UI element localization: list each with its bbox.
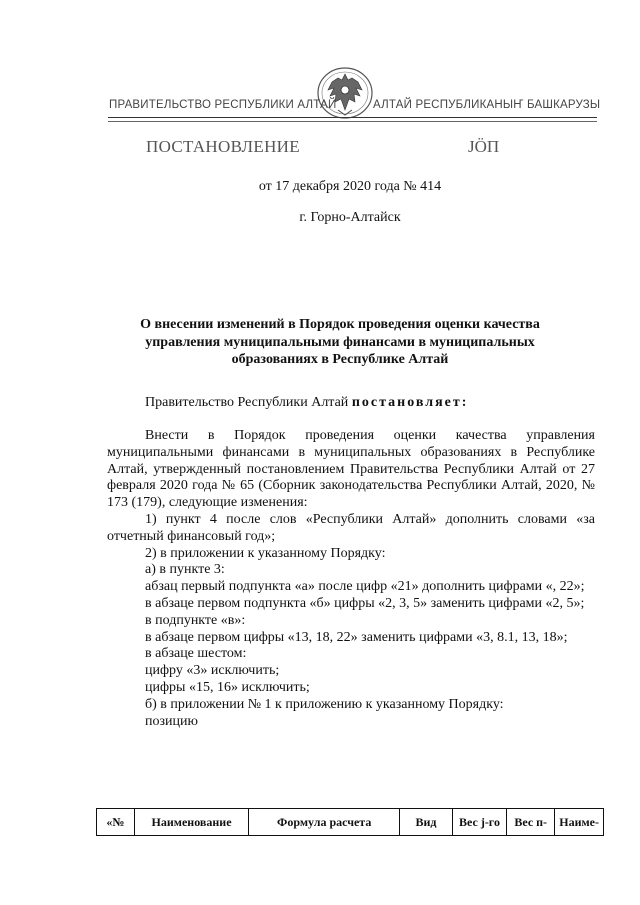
title-line: образованиях в Республике Алтай <box>231 352 449 367</box>
document-city: г. Горно-Алтайск <box>299 210 401 225</box>
document-title <box>118 316 562 369</box>
org-name-russian: ПРАВИТЕЛЬСТВО РЕСПУБЛИКИ АЛТАЙ <box>109 99 337 111</box>
coat-of-arms-icon <box>316 66 374 120</box>
decree-statement <box>145 395 468 411</box>
doc-type-russian: ПОСТАНОВЛЕНИЕ <box>146 137 300 156</box>
document-body <box>107 428 595 730</box>
body-paragraph: абзац первый подпункта «а» после цифр «21» дополнить цифрами «, 22»; <box>145 579 585 595</box>
body-item-2: 2) в приложении к указанному Порядку: <box>145 545 386 561</box>
body-paragraph: в абзаце шестом: <box>145 646 247 662</box>
table-header-row <box>97 809 604 836</box>
body-paragraph: цифры «15, 16» исключить; <box>145 679 310 695</box>
table-header-cell: Вид <box>400 809 453 836</box>
body-item-2a: а) в пункте 3: <box>145 562 225 578</box>
title-line: О внесении изменений в Порядок проведения оценки качества <box>140 317 540 332</box>
header-rule-thick <box>108 117 597 118</box>
decree-keyword: постановляет: <box>351 395 469 410</box>
table-header-cell: Наименование <box>134 809 249 836</box>
body-item-1: 1) пункт 4 после слов «Республики Алтай» дополнить словами «за отчетный финансовый год»; <box>107 511 595 544</box>
document-date: от 17 декабря 2020 года № 414 <box>258 179 442 194</box>
table-header-cell: «№ <box>97 809 135 836</box>
body-paragraph: позицию <box>145 713 198 729</box>
body-intro: Внести в Порядок проведения оценки качества управления муниципальными финансами в муниципальных образованиях в Республике Алтай, утвержденный постановлением Правительства Республики Алтай от 27 февраля 2020 года № 65 (Сборник законодательства Республики Алтай, 2020, № 173 (179), следующие изменения: <box>107 428 595 511</box>
positions-table <box>96 808 604 836</box>
decree-prefix: Правительство Республики Алтай <box>145 395 349 410</box>
table-header-cell: Формула расчета <box>249 809 400 836</box>
table-header-cell: Вес п- <box>507 809 555 836</box>
doc-type-altai: ЈӦП <box>468 137 500 156</box>
table-header-cell: Вес j-го <box>452 809 506 836</box>
body-item-2b: б) в приложении № 1 к приложению к указанному Порядку: <box>145 696 504 712</box>
body-paragraph: в абзаце первом подпункта «б» цифры «2, 3, 5» заменить цифрами «2, 5»; <box>145 595 585 611</box>
table-header-cell: Наиме- <box>555 809 604 836</box>
body-paragraph: в абзаце первом цифры «13, 18, 22» заменить цифрами «3, 8.1, 13, 18»; <box>145 629 568 645</box>
body-paragraph: цифру «3» исключить; <box>145 663 280 679</box>
body-paragraph: в подпункте «в»: <box>145 612 246 628</box>
header-rule-thin <box>108 121 597 122</box>
title-line: управления муниципальными финансами в муниципальных <box>145 334 535 350</box>
org-name-altai: АЛТАЙ РЕСПУБЛИКАНЫҤ БАШКАРУЗЫ <box>373 99 601 111</box>
